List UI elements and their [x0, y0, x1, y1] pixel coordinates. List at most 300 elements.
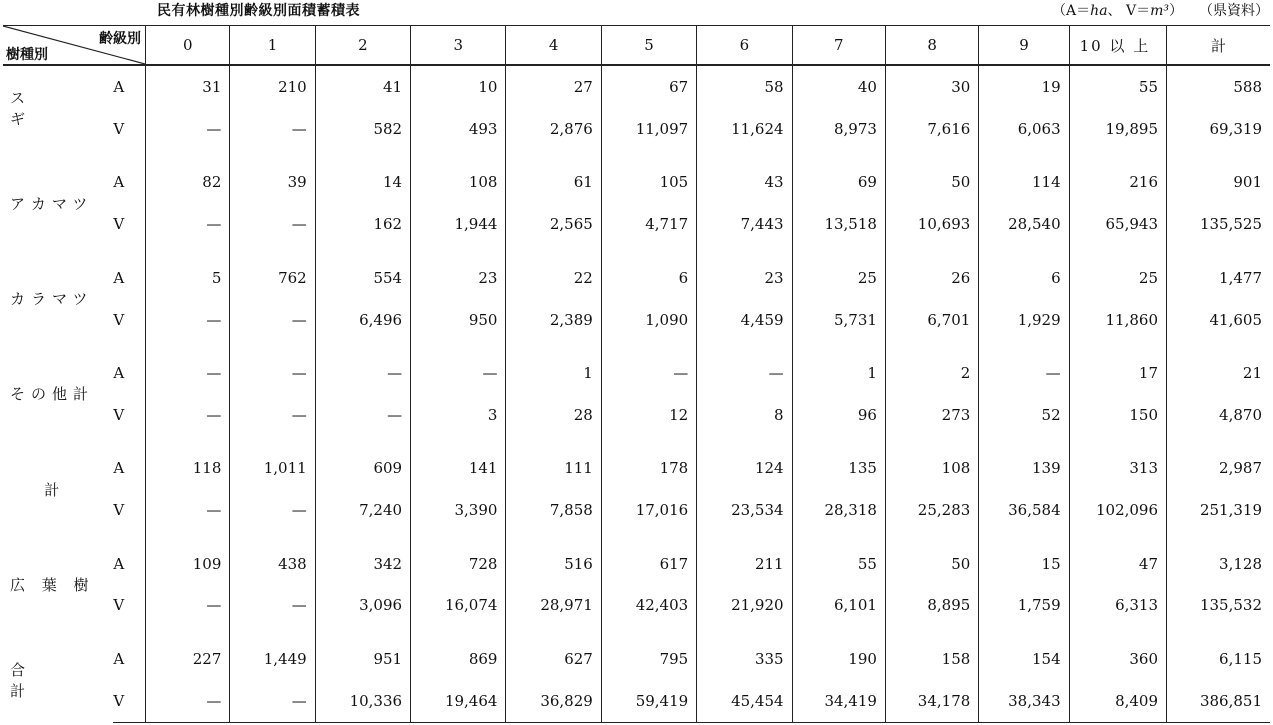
table-cell: 34,419	[792, 680, 885, 723]
spacer-cell	[979, 150, 1069, 161]
table-cell: 227	[146, 638, 230, 680]
table-cell: 5	[146, 257, 230, 299]
table-row	[3, 203, 1270, 245]
spacer-cell	[1069, 531, 1166, 542]
measure-label: V	[113, 596, 125, 615]
table-cell: 2,389	[506, 299, 601, 341]
table-cell: 28,318	[792, 489, 885, 531]
spacer-cell	[697, 150, 792, 161]
spacer-cell	[3, 531, 146, 542]
spacer-cell	[411, 626, 506, 637]
table-cell: 10,693	[885, 203, 978, 245]
units-note	[1052, 0, 1269, 20]
table-cell: 69,319	[1167, 108, 1270, 150]
table-row	[3, 585, 1270, 627]
table-cell: 3	[411, 394, 506, 436]
table-cell: 795	[601, 638, 696, 680]
table-cell: 554	[315, 257, 410, 299]
table-cell: 728	[411, 543, 506, 585]
spacer-cell	[792, 531, 885, 542]
table-cell: 6,496	[315, 299, 410, 341]
table-cell: 19	[979, 65, 1069, 108]
table-cell: 25	[1069, 257, 1166, 299]
table-row	[3, 489, 1270, 531]
table-cell: 28,971	[506, 585, 601, 627]
table-cell: 39	[230, 162, 315, 204]
table-cell: 19,895	[1069, 108, 1166, 150]
table-cell: 23	[697, 257, 792, 299]
col-header-2: 2	[315, 26, 410, 66]
spacer-cell	[411, 531, 506, 542]
table-cell: 108	[411, 162, 506, 204]
species-name: 合 計	[10, 661, 95, 701]
spacer-cell	[601, 150, 696, 161]
table-cell: 7,616	[885, 108, 978, 150]
measure-label: V	[113, 501, 125, 520]
spacer-cell	[506, 436, 601, 447]
table-cell: 114	[979, 162, 1069, 204]
table-cell: 43	[697, 162, 792, 204]
spacer-cell	[697, 626, 792, 637]
spacer-cell	[1167, 531, 1270, 542]
table-cell: 1,011	[230, 447, 315, 489]
spacer-cell	[146, 531, 230, 542]
spacer-cell	[3, 436, 146, 447]
table-cell: —	[146, 585, 230, 627]
table-cell: 313	[1069, 447, 1166, 489]
table-cell: 950	[411, 299, 506, 341]
spacer-cell	[411, 341, 506, 352]
table-cell: 901	[1167, 162, 1270, 204]
table-cell: 67	[601, 65, 696, 108]
table-cell: —	[146, 394, 230, 436]
spacer-cell	[146, 150, 230, 161]
table-cell: 27	[506, 65, 601, 108]
species-label	[3, 447, 113, 531]
spacer-cell	[697, 531, 792, 542]
header-row	[3, 26, 1270, 66]
spacer-cell	[697, 436, 792, 447]
table-cell: 17,016	[601, 489, 696, 531]
units-v-unit: m³	[1150, 3, 1169, 19]
spacer-cell	[3, 626, 146, 637]
corner-header-cell	[3, 26, 146, 66]
spacer-cell	[601, 626, 696, 637]
table-cell: 36,584	[979, 489, 1069, 531]
table-cell: —	[697, 352, 792, 394]
units-separator: 、 V＝	[1107, 3, 1151, 19]
table-cell: 16,074	[411, 585, 506, 627]
spacer-cell	[979, 626, 1069, 637]
row-spacer	[3, 341, 1270, 352]
table-cell: 14	[315, 162, 410, 204]
species-label	[3, 543, 113, 627]
spacer-cell	[411, 150, 506, 161]
spacer-cell	[1167, 150, 1270, 161]
measure-label: A	[113, 268, 125, 287]
species-name: ス ギ	[10, 89, 95, 129]
table-cell: 135,525	[1167, 203, 1270, 245]
table-cell: 1,477	[1167, 257, 1270, 299]
units-a-label: （A＝	[1052, 3, 1091, 19]
table-cell: —	[411, 352, 506, 394]
spacer-cell	[979, 436, 1069, 447]
table-cell: 6,115	[1167, 638, 1270, 680]
spacer-cell	[230, 531, 315, 542]
table-cell: —	[230, 394, 315, 436]
table-cell: 19,464	[411, 680, 506, 723]
table-cell: 58	[697, 65, 792, 108]
row-spacer	[3, 245, 1270, 256]
table-cell: —	[315, 352, 410, 394]
units-close: ）	[1169, 3, 1183, 19]
table-cell: 25	[792, 257, 885, 299]
table-cell: 6	[979, 257, 1069, 299]
measure-label: V	[113, 310, 125, 329]
species-label	[3, 65, 113, 150]
table-row	[3, 299, 1270, 341]
table-cell: 23,534	[697, 489, 792, 531]
table-cell: 12	[601, 394, 696, 436]
spacer-cell	[230, 150, 315, 161]
table-cell: 28,540	[979, 203, 1069, 245]
spacer-cell	[979, 245, 1069, 256]
table-cell: 135	[792, 447, 885, 489]
table-cell: 22	[506, 257, 601, 299]
spacer-cell	[3, 341, 146, 352]
table-cell: 1,944	[411, 203, 506, 245]
table-row	[3, 257, 1270, 299]
table-cell: 8,895	[885, 585, 978, 627]
table-cell: 36,829	[506, 680, 601, 723]
col-header-1: 1	[230, 26, 315, 66]
table-cell: 124	[697, 447, 792, 489]
table-cell: —	[230, 203, 315, 245]
spacer-cell	[315, 626, 410, 637]
table-cell: 178	[601, 447, 696, 489]
table-cell: 7,858	[506, 489, 601, 531]
spacer-cell	[3, 150, 146, 161]
table-cell: 1	[792, 352, 885, 394]
col-header-5: 5	[601, 26, 696, 66]
table-cell: 1,759	[979, 585, 1069, 627]
table-cell: 23	[411, 257, 506, 299]
spacer-cell	[146, 626, 230, 637]
table-cell: 360	[1069, 638, 1166, 680]
measure-label: A	[113, 459, 125, 478]
measure-label: A	[113, 78, 125, 97]
spacer-cell	[1069, 245, 1166, 256]
spacer-cell	[1167, 245, 1270, 256]
table-cell: 111	[506, 447, 601, 489]
spacer-cell	[315, 150, 410, 161]
species-name: アカマツ	[10, 194, 94, 213]
table-row	[3, 680, 1270, 723]
spacer-cell	[601, 341, 696, 352]
table-cell: —	[146, 680, 230, 723]
table-cell: 6	[601, 257, 696, 299]
table-cell: 11,097	[601, 108, 696, 150]
table-cell: 108	[885, 447, 978, 489]
spacer-cell	[146, 245, 230, 256]
spacer-cell	[230, 341, 315, 352]
table-row	[3, 352, 1270, 394]
table-cell: 102,096	[1069, 489, 1166, 531]
table-cell: 4,717	[601, 203, 696, 245]
col-header-6: 6	[697, 26, 792, 66]
table-cell: 118	[146, 447, 230, 489]
row-spacer	[3, 436, 1270, 447]
table-cell: 609	[315, 447, 410, 489]
species-label	[3, 638, 113, 723]
table-cell: 2	[885, 352, 978, 394]
spacer-cell	[315, 245, 410, 256]
table-cell: 3,096	[315, 585, 410, 627]
table-cell: 82	[146, 162, 230, 204]
row-spacer	[3, 531, 1270, 542]
table-cell: 251,319	[1167, 489, 1270, 531]
table-cell: 617	[601, 543, 696, 585]
table-cell: 30	[885, 65, 978, 108]
table-cell: 96	[792, 394, 885, 436]
spacer-cell	[885, 341, 978, 352]
table-cell: 52	[979, 394, 1069, 436]
table-cell: —	[230, 108, 315, 150]
table-cell: 8,409	[1069, 680, 1166, 723]
table-row	[3, 162, 1270, 204]
table-cell: —	[146, 108, 230, 150]
table-cell: 190	[792, 638, 885, 680]
spacer-cell	[146, 436, 230, 447]
spacer-cell	[885, 436, 978, 447]
spacer-cell	[792, 436, 885, 447]
table-cell: 1,090	[601, 299, 696, 341]
spacer-cell	[315, 436, 410, 447]
forest-age-class-table	[3, 25, 1270, 723]
table-cell: 55	[1069, 65, 1166, 108]
species-label	[3, 257, 113, 341]
table-cell: 50	[885, 543, 978, 585]
spacer-cell	[1069, 341, 1166, 352]
table-cell: 5,731	[792, 299, 885, 341]
spacer-cell	[230, 245, 315, 256]
spacer-cell	[506, 245, 601, 256]
table-row	[3, 447, 1270, 489]
table-cell: 1	[506, 352, 601, 394]
corner-age-class-label: 齢級別	[99, 31, 142, 47]
spacer-cell	[792, 626, 885, 637]
spacer-cell	[1167, 341, 1270, 352]
spacer-cell	[1167, 626, 1270, 637]
spacer-cell	[697, 245, 792, 256]
spacer-cell	[601, 436, 696, 447]
table-row	[3, 394, 1270, 436]
table-cell: 42,403	[601, 585, 696, 627]
table-cell: 26	[885, 257, 978, 299]
table-cell: 8	[697, 394, 792, 436]
table-cell: 11,624	[697, 108, 792, 150]
table-cell: 7,443	[697, 203, 792, 245]
table-cell: —	[146, 299, 230, 341]
table-cell: 438	[230, 543, 315, 585]
units-a-unit: ha	[1090, 3, 1108, 19]
table-cell: 109	[146, 543, 230, 585]
table-cell: —	[146, 489, 230, 531]
table-cell: 61	[506, 162, 601, 204]
table-cell: 6,101	[792, 585, 885, 627]
measure-label: V	[113, 405, 125, 424]
table-row	[3, 543, 1270, 585]
spacer-cell	[885, 150, 978, 161]
table-cell: 15	[979, 543, 1069, 585]
row-spacer	[3, 626, 1270, 637]
table-cell: —	[979, 352, 1069, 394]
table-cell: 141	[411, 447, 506, 489]
table-cell: 2,987	[1167, 447, 1270, 489]
table-cell: 55	[792, 543, 885, 585]
table-cell: —	[230, 585, 315, 627]
spacer-cell	[1069, 436, 1166, 447]
table-cell: 516	[506, 543, 601, 585]
table-cell: 47	[1069, 543, 1166, 585]
spacer-cell	[3, 245, 146, 256]
table-cell: 6,313	[1069, 585, 1166, 627]
table-cell: 38,343	[979, 680, 1069, 723]
table-cell: 21,920	[697, 585, 792, 627]
table-cell: 762	[230, 257, 315, 299]
table-cell: 210	[230, 65, 315, 108]
table-row	[3, 65, 1270, 108]
spacer-cell	[697, 341, 792, 352]
spacer-cell	[146, 341, 230, 352]
species-name: 広 葉 樹	[10, 576, 95, 595]
col-header-total: 計	[1167, 26, 1270, 66]
measure-label: A	[113, 554, 125, 573]
spacer-cell	[885, 245, 978, 256]
table-row	[3, 638, 1270, 680]
spacer-cell	[506, 341, 601, 352]
spacer-cell	[885, 531, 978, 542]
table-cell: 6,701	[885, 299, 978, 341]
table-cell: 2,565	[506, 203, 601, 245]
table-cell: 40	[792, 65, 885, 108]
table-cell: 139	[979, 447, 1069, 489]
col-header-0: 0	[146, 26, 230, 66]
table-cell: 154	[979, 638, 1069, 680]
species-label	[3, 352, 113, 436]
table-cell: 65,943	[1069, 203, 1166, 245]
table-cell: 21	[1167, 352, 1270, 394]
spacer-cell	[1167, 436, 1270, 447]
table-cell: 951	[315, 638, 410, 680]
corner-species-label: 樹種別	[6, 47, 48, 63]
measure-label: A	[113, 649, 125, 668]
table-cell: 1,449	[230, 638, 315, 680]
species-name: その他計	[10, 385, 95, 404]
table-cell: 34,178	[885, 680, 978, 723]
table-cell: 4,870	[1167, 394, 1270, 436]
table-cell: 273	[885, 394, 978, 436]
table-cell: 162	[315, 203, 410, 245]
spacer-cell	[1069, 626, 1166, 637]
table-cell: 216	[1069, 162, 1166, 204]
measure-label: V	[113, 680, 145, 723]
table-cell: 582	[315, 108, 410, 150]
table-cell: 211	[697, 543, 792, 585]
table-cell: —	[146, 203, 230, 245]
table-cell: —	[315, 394, 410, 436]
table-cell: 7,240	[315, 489, 410, 531]
spacer-cell	[506, 150, 601, 161]
table-cell: 2,876	[506, 108, 601, 150]
species-name: 計	[44, 480, 60, 499]
table-cell: 59,419	[601, 680, 696, 723]
table-cell: 10	[411, 65, 506, 108]
table-cell: 13,518	[792, 203, 885, 245]
spacer-cell	[230, 436, 315, 447]
table-cell: 41	[315, 65, 410, 108]
table-cell: 50	[885, 162, 978, 204]
col-header-8: 8	[885, 26, 978, 66]
measure-label: V	[113, 120, 125, 139]
row-spacer	[3, 150, 1270, 161]
table-cell: —	[230, 489, 315, 531]
table-cell: —	[601, 352, 696, 394]
col-header-7: 7	[792, 26, 885, 66]
spacer-cell	[411, 436, 506, 447]
table-row	[3, 108, 1270, 150]
table-cell: —	[146, 352, 230, 394]
source-note: （県資料）	[1199, 3, 1269, 19]
spacer-cell	[979, 341, 1069, 352]
table-cell: 11,860	[1069, 299, 1166, 341]
col-header-3: 3	[411, 26, 506, 66]
table-cell: 25,283	[885, 489, 978, 531]
spacer-cell	[792, 341, 885, 352]
table-cell: 493	[411, 108, 506, 150]
measure-label: A	[113, 173, 125, 192]
spacer-cell	[506, 626, 601, 637]
table-cell: 6,063	[979, 108, 1069, 150]
table-title: 民有林樹種別齢級別面積蓄積表	[157, 3, 360, 19]
table-cell: 150	[1069, 394, 1166, 436]
spacer-cell	[1069, 150, 1166, 161]
table-cell: 17	[1069, 352, 1166, 394]
spacer-cell	[315, 531, 410, 542]
species-name: カラマツ	[10, 290, 94, 309]
table-cell: 869	[411, 638, 506, 680]
table-cell: 627	[506, 638, 601, 680]
table-cell: 3,128	[1167, 543, 1270, 585]
spacer-cell	[506, 531, 601, 542]
table-cell: 588	[1167, 65, 1270, 108]
table-cell: 158	[885, 638, 978, 680]
measure-label: V	[113, 215, 125, 234]
spacer-cell	[315, 341, 410, 352]
spacer-cell	[979, 531, 1069, 542]
col-header-10-plus: 10 以 上	[1069, 26, 1166, 66]
table-cell: 342	[315, 543, 410, 585]
table-cell: 8,973	[792, 108, 885, 150]
table-cell: 1,929	[979, 299, 1069, 341]
spacer-cell	[601, 245, 696, 256]
table-cell: 105	[601, 162, 696, 204]
spacer-cell	[411, 245, 506, 256]
table-cell: —	[230, 352, 315, 394]
table-cell: 135,532	[1167, 585, 1270, 627]
table-cell: 4,459	[697, 299, 792, 341]
table-cell: 69	[792, 162, 885, 204]
